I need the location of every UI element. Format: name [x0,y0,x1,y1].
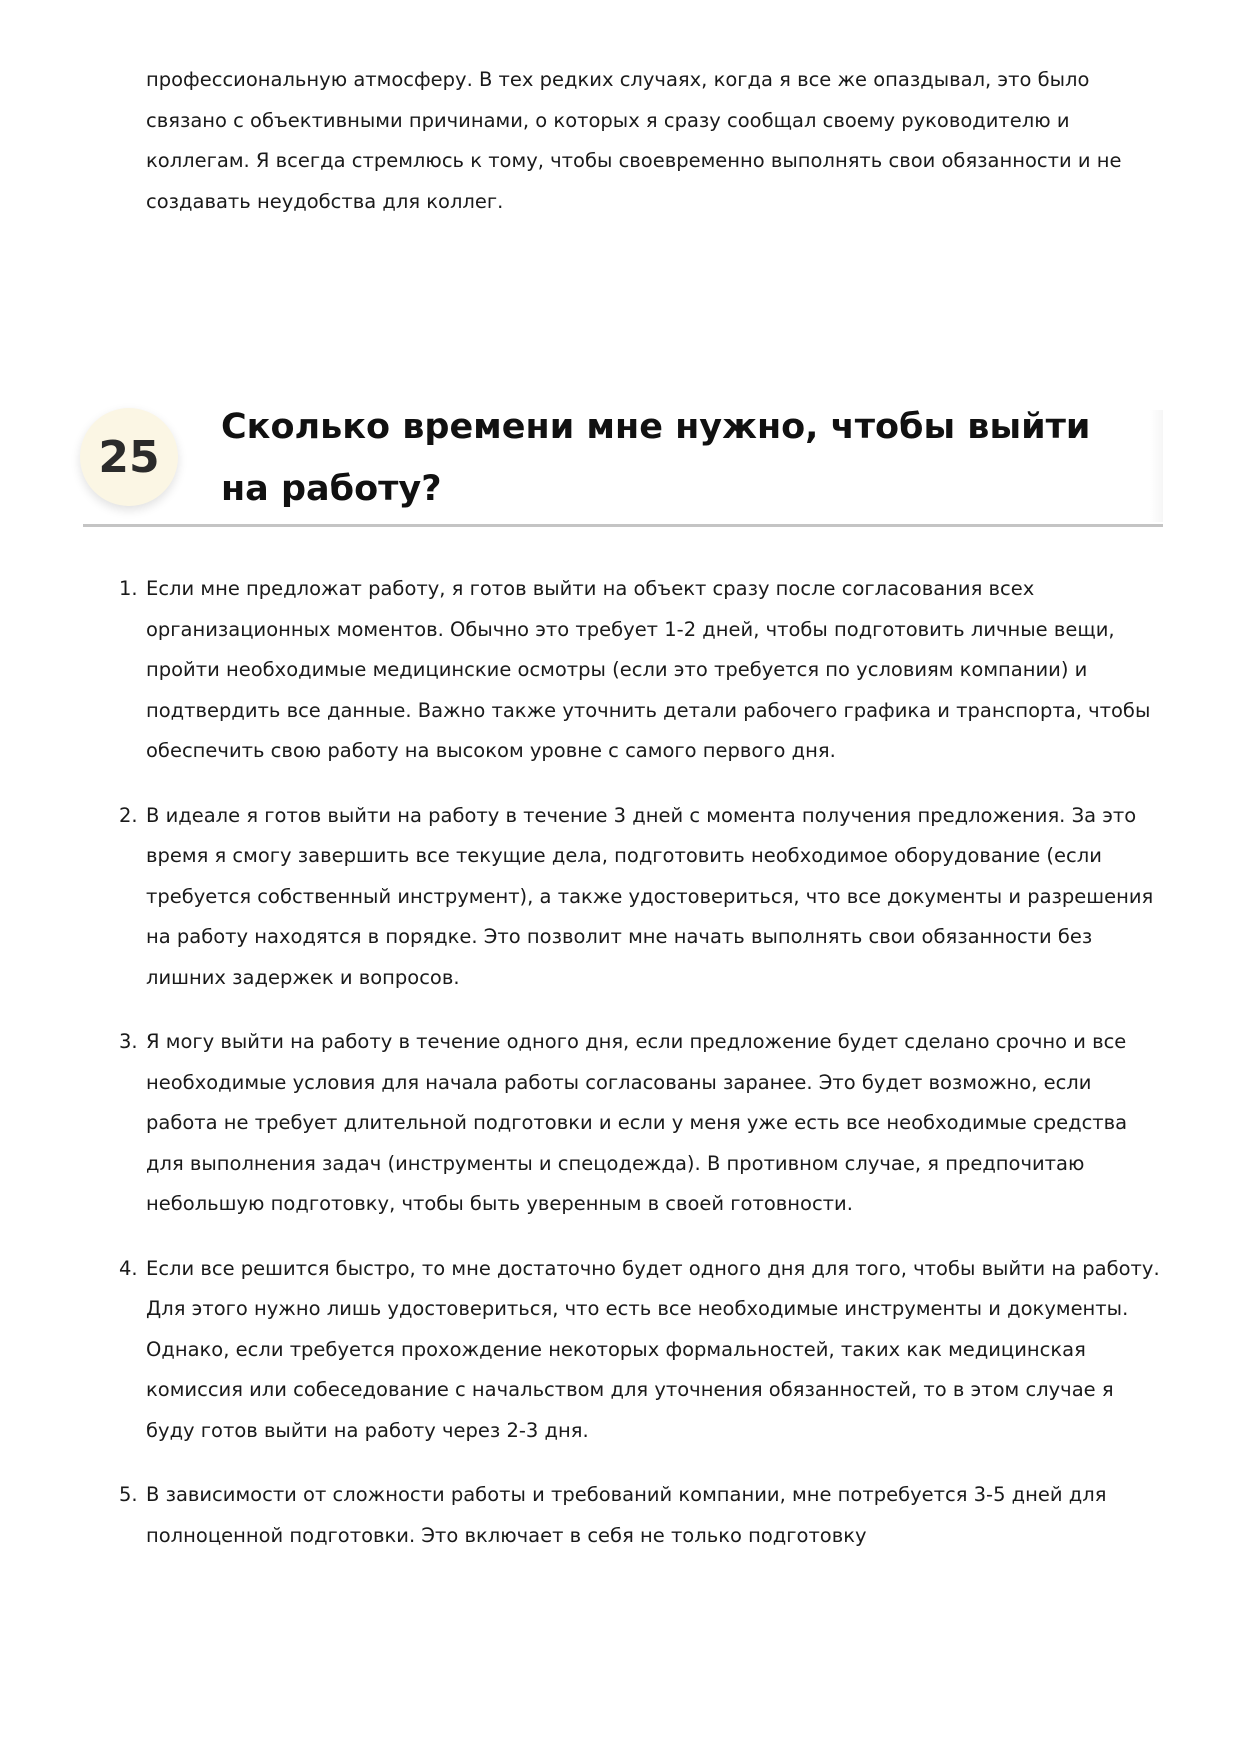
list-item [119,1022,1166,1225]
list-item [119,569,1166,772]
item-number: 4. [119,1256,138,1280]
item-text: Если мне предложат работу, я готов выйти на объект сразу после согласования всех организационных моментов. Обычно это требует 1-2 дней, чтобы подготовить личные вещи, пройти необходимые медицинские осмотры (если это требуется по условиям компании) и подтвердить все данные. Важно также уточнить детали рабочего графика и транспорта, чтобы обеспечить свою работу на высоком уровне с самого первого дня. [146,577,1151,762]
item-number: 5. [119,1483,138,1506]
item-text: В зависимости от сложности работы и требований компании, мне потребуется 3-5 дней для полноценной подготовки. Это включает в себя не только подготовку [146,1483,1107,1547]
list-item [119,1475,1166,1556]
question-title: Сколько времени мне нужно, чтобы выйти на работу? [221,407,1091,509]
answer-list [119,569,1166,1580]
intro-paragraph: профессиональную атмосферу. В тех редких случаях, когда я все же опаздывал, это было связано с объективными причинами, о которых я сразу сообщал своему руководителю и коллегам. Я всегда стремлюсь к тому, чтобы своевременно выполнять свои обязанности и не создавать неудобства для коллег. [146,68,1122,213]
list-item [119,1249,1166,1452]
header-shade [1150,410,1163,522]
item-text: Я могу выйти на работу в течение одного дня, если предложение будет сделано срочно и все необходимые условия для начала работы согласованы заранее. Это будет возможно, если работа не требует длительной подготовки и если у меня уже есть все необходимые средства для выполнения задач (инструменты и спецодежда). В противном случае, я предпочитаю небольшую подготовку, чтобы быть уверенным в своей готовности. [146,1030,1128,1215]
header-divider [83,524,1163,527]
item-text: В идеале я готов выйти на работу в течение 3 дней с момента получения предложения. За это время я смогу завершить все текущие дела, подготовить необходимое оборудование (если требуется собственный инструмент), а также удостовериться, что все документы и разрешения на работу находятся в порядке. Это позволит мне начать выполнять свои обязанности без лишних задержек и вопросов. [146,803,1154,989]
item-number: 2. [119,803,138,827]
list-item [119,796,1166,999]
question-number-badge: 25 [80,408,178,506]
item-number: 1. [119,577,138,600]
item-text: Если все решится быстро, то мне достаточно будет одного дня для того, чтобы выйти на работу. Для этого нужно лишь удостовериться, что есть все необходимые инструменты и документы. Однако, если требуется прохождение некоторых формальностей, таких как медицинская комиссия или собеседование с начальством для уточнения обязанностей, то в этом случае я буду готов выйти на работу через 2-3 дня. [146,1256,1160,1442]
item-number: 3. [119,1030,138,1053]
